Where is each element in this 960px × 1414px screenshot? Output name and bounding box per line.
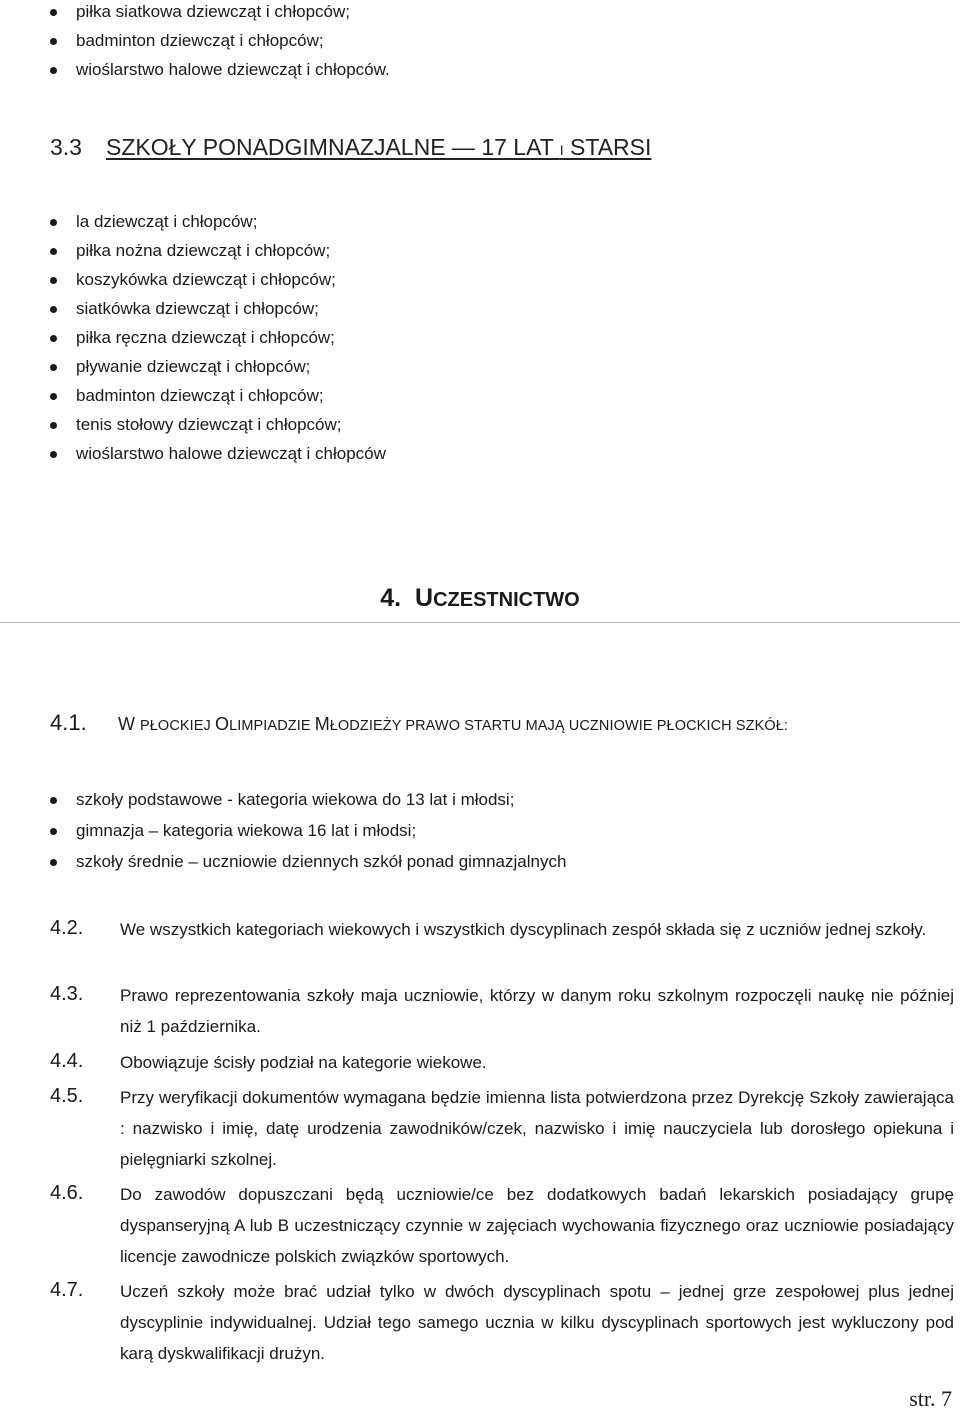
- bullet-icon: [50, 364, 57, 371]
- list-item-text: tenis stołowy dziewcząt i chłopców;: [76, 415, 342, 434]
- list-item-text: piłka nożna dziewcząt i chłopców;: [76, 241, 331, 260]
- section-number: 4.1.: [50, 710, 87, 735]
- list-item-text: pływanie dziewcząt i chłopców;: [76, 357, 311, 376]
- section-title-rest: CZESTNICTWO: [433, 589, 580, 611]
- section-title: SZKOŁY PONADGIMNAZJALNE — 17 LAT: [106, 134, 560, 160]
- paragraph-text: Przy weryfikacji dokumentów wymagana będzie imienna lista potwierdzona przez Dyrekcję Szkoły zawierająca : nazwisko i imię, datę urodzenia zawodników/czek, nazwisko i imię nauczyciela lub dorosłego opiekuna i pielęgniarki szkolnej.: [120, 1088, 954, 1169]
- page-number: str. 7: [909, 1386, 952, 1411]
- section-title-small: I: [559, 142, 564, 158]
- section-number: 4.: [380, 584, 402, 612]
- heading-divider: [0, 622, 960, 623]
- bullet-icon: [50, 248, 57, 255]
- smallcaps-initial: W: [118, 714, 140, 734]
- bullet-icon: [50, 859, 57, 866]
- list-item-text: badminton dziewcząt i chłopców;: [76, 31, 324, 50]
- list-item-text: wioślarstwo halowe dziewcząt i chłopców.: [76, 60, 390, 79]
- paragraph-number: 4.7.: [50, 1279, 84, 1301]
- section-title-end: STARSI: [563, 134, 652, 160]
- section-title-initial: U: [415, 584, 434, 612]
- bullet-icon: [50, 422, 57, 429]
- paragraph-text: Prawo reprezentowania szkoły maja uczniowie, którzy w danym roku szkolnym rozpoczęli naukę nie później niż 1 października.: [120, 986, 954, 1036]
- list-item-text: badminton dziewcząt i chłopców;: [76, 386, 324, 405]
- section-heading-4: [0, 584, 960, 613]
- bullet-icon: [50, 828, 57, 835]
- list-item-text: wioślarstwo halowe dziewcząt i chłopców: [76, 444, 386, 463]
- list-item-text: gimnazja – kategoria wiekowa 16 lat i młodsi;: [76, 821, 417, 840]
- list-item-text: szkoły średnie – uczniowie dziennych szkół ponad gimnazjalnych: [76, 852, 567, 871]
- section-heading-4-1: [50, 710, 788, 736]
- list-item-text: la dziewcząt i chłopców;: [76, 212, 258, 231]
- bullet-icon: [50, 393, 57, 400]
- paragraph-number: 4.5.: [50, 1085, 84, 1107]
- smallcaps-rest: LIMPIADZIE: [229, 718, 315, 734]
- smallcaps-rest: ŁODZIEŻY PRAWO STARTU MAJĄ UCZNIOWIE PŁOCKICH SZKÓŁ:: [329, 718, 789, 734]
- bullet-icon: [50, 67, 57, 74]
- bullet-icon: [50, 797, 57, 804]
- paragraph-number: 4.6.: [50, 1182, 84, 1204]
- paragraph-number: 4.4.: [50, 1050, 84, 1072]
- paragraph-text: We wszystkich kategoriach wiekowych i wszystkich dyscyplinach zespół składa się z uczniów jednej szkoły.: [120, 920, 927, 939]
- section-heading-3-3: [50, 134, 651, 161]
- bullet-icon: [50, 306, 57, 313]
- smallcaps-rest: PŁOCKIEJ: [140, 718, 216, 734]
- paragraph-text: Do zawodów dopuszczani będą uczniowie/ce bez dodatkowych badań lekarskich posiadający grupę dyspanseryjną A lub B uczestniczący czynnie w zajęciach wychowania fizycznego oraz uczniowie posiadający licencje zawodnicze polskich związków sportowych.: [120, 1185, 954, 1266]
- list-item-text: szkoły podstawowe - kategoria wiekowa do 13 lat i młodsi;: [76, 790, 515, 809]
- paragraph-text: Uczeń szkoły może brać udział tylko w dwóch dyscyplinach spotu – jednej grze zespołowej plus jednej dyscyplinie indywidualnej. Udział tego samego ucznia w kilku dyscyplinach sportowych jest wykluczony pod karą dyskwalifikacji drużyn.: [120, 1282, 954, 1363]
- list-item-text: piłka siatkowa dziewcząt i chłopców;: [76, 2, 351, 21]
- section-number: 3.3: [50, 134, 82, 160]
- paragraph-text: Obowiązuje ścisły podział na kategorie wiekowe.: [120, 1053, 487, 1072]
- bullet-icon: [50, 277, 57, 284]
- bullet-icon: [50, 38, 57, 45]
- bullet-icon: [50, 335, 57, 342]
- list-item-text: siatkówka dziewcząt i chłopców;: [76, 299, 319, 318]
- bullet-icon: [50, 9, 57, 16]
- list-item-text: koszykówka dziewcząt i chłopców;: [76, 270, 336, 289]
- smallcaps-initial: O: [215, 714, 230, 734]
- paragraph-number: 4.3.: [50, 983, 84, 1005]
- bullet-icon: [50, 451, 57, 458]
- bullet-icon: [50, 219, 57, 226]
- list-item-text: piłka ręczna dziewcząt i chłopców;: [76, 328, 335, 347]
- paragraph-number: 4.2.: [50, 917, 84, 939]
- smallcaps-initial: M: [314, 714, 330, 734]
